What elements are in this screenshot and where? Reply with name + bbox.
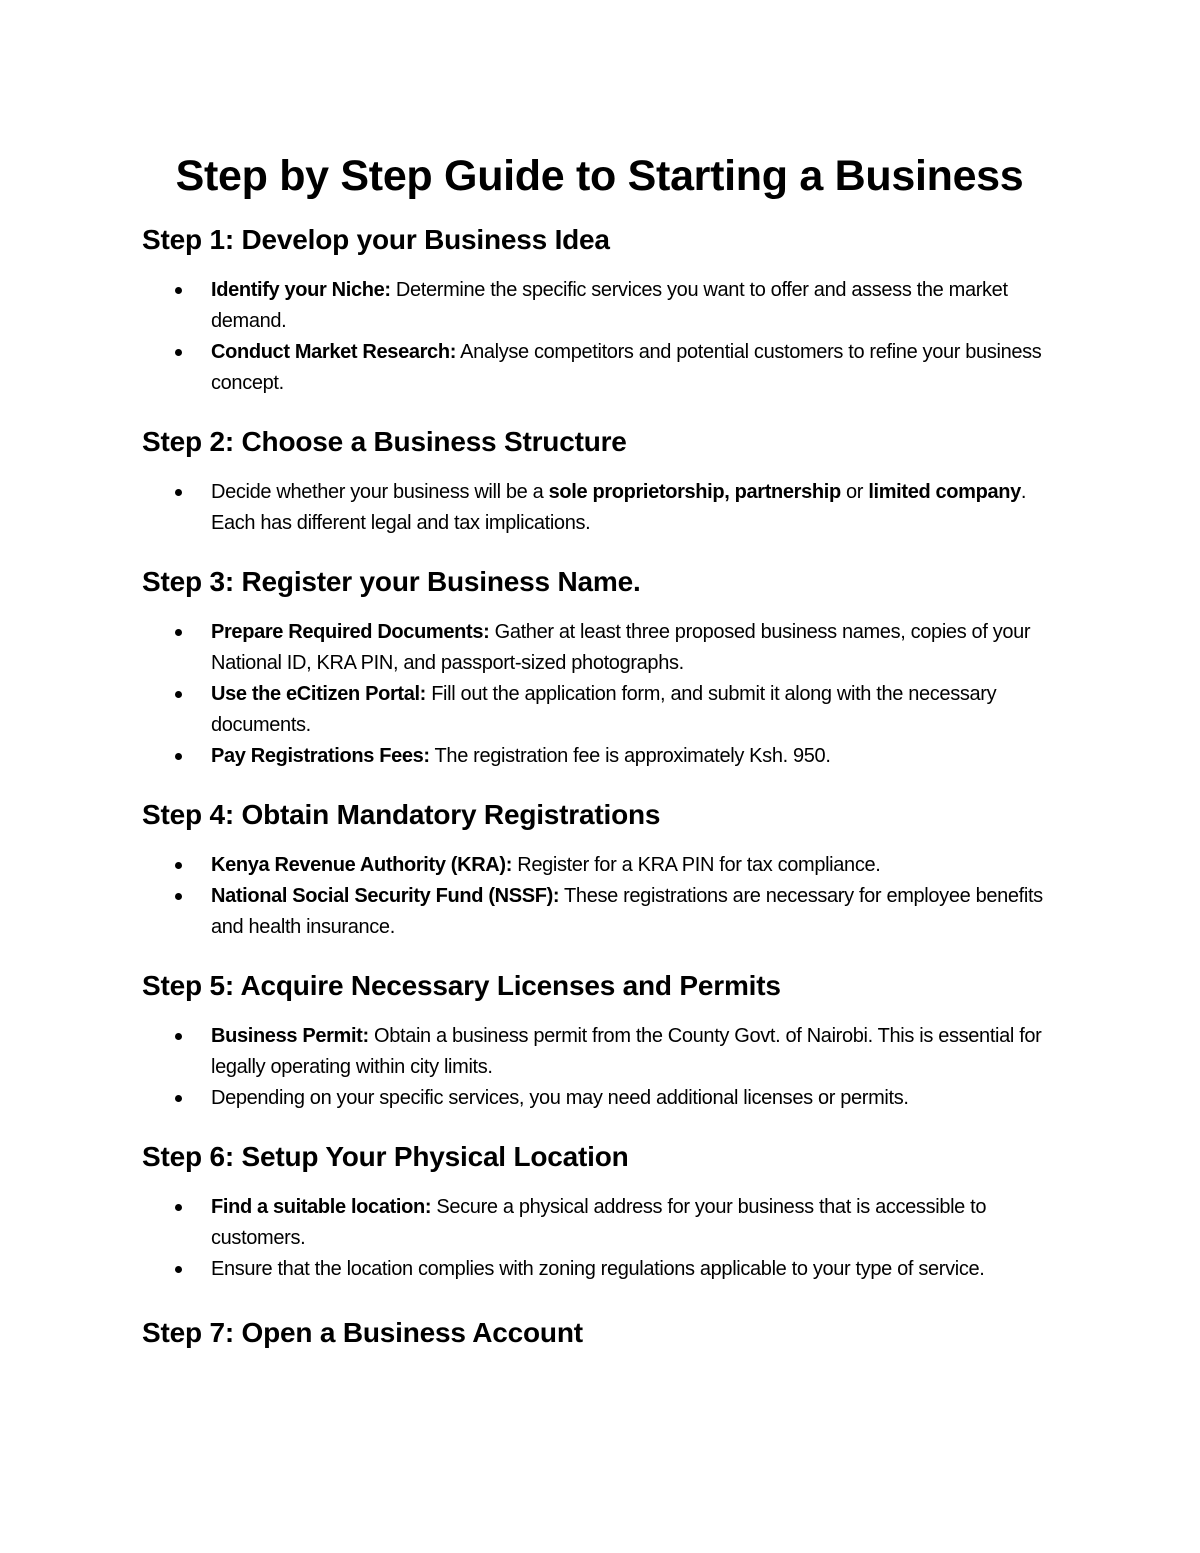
- bullet-text: Analyse competitors and potential customers to refine your business concept.: [211, 341, 1042, 394]
- bullet-text: These registrations are necessary for employee benefits and health insurance.: [211, 885, 1043, 938]
- bullet-icon: [175, 489, 182, 496]
- bullet-item: [142, 275, 1072, 337]
- bullet-term: Use the eCitizen Portal:: [211, 683, 426, 705]
- bullet-text: Obtain a business permit from the County Govt. of Nairobi. This is essential for legally operating within city limits.: [211, 1025, 1042, 1078]
- bullet-text: Secure a physical address for your business that is accessible to customers.: [211, 1196, 987, 1249]
- bullet-item: [142, 850, 1072, 881]
- bullet-list: [142, 477, 1072, 539]
- bullet-term: National Social Security Fund (NSSF):: [211, 885, 560, 907]
- step-section: [142, 969, 1072, 1114]
- bullet-icon: [175, 1033, 182, 1040]
- step-heading: Step 5: Acquire Necessary Licenses and Permits: [142, 970, 781, 1001]
- bullet-item: [142, 741, 1072, 772]
- bullet-text: Gather at least three proposed business names, copies of your National ID, KRA PIN, and passport-sized photographs.: [211, 621, 1031, 674]
- bullet-term: Business Permit:: [211, 1025, 369, 1047]
- bullet-icon: [175, 629, 182, 636]
- bullet-list: [142, 275, 1072, 399]
- bullet-list: [142, 1192, 1072, 1285]
- bullet-icon: [175, 691, 182, 698]
- bullet-term: limited company: [868, 481, 1021, 503]
- step-section: [142, 1140, 1072, 1285]
- bullet-text: . Each has different legal and tax implications.: [211, 481, 1027, 534]
- step-heading: Step 1: Develop your Business Idea: [142, 224, 610, 255]
- step-section: [142, 798, 1072, 943]
- bullet-term: Find a suitable location:: [211, 1196, 432, 1218]
- bullet-icon: [175, 349, 182, 356]
- bullet-text: or: [840, 481, 869, 503]
- bullet-icon: [175, 862, 182, 869]
- step-heading: Step 4: Obtain Mandatory Registrations: [142, 799, 661, 830]
- bullet-term: Identify your Niche:: [211, 279, 391, 301]
- bullet-term: Conduct Market Research:: [211, 341, 456, 363]
- bullet-text: Ensure that the location complies with zoning regulations applicable to your type of service.: [211, 1258, 985, 1280]
- bullet-item: [142, 477, 1072, 539]
- bullet-icon: [175, 1095, 182, 1102]
- bullet-text: Fill out the application form, and submit it along with the necessary documents.: [211, 683, 997, 736]
- step-heading: Step 3: Register your Business Name.: [142, 566, 641, 597]
- bullet-icon: [175, 893, 182, 900]
- bullet-term: sole proprietorship, partnership: [548, 481, 841, 503]
- bullet-item: [142, 617, 1072, 679]
- bullet-list: [142, 617, 1072, 772]
- document-title: Step by Step Guide to Starting a Business: [175, 152, 1024, 200]
- bullet-item: [142, 1021, 1072, 1083]
- bullet-list: [142, 1021, 1072, 1114]
- step-heading: Step 6: Setup Your Physical Location: [142, 1141, 629, 1172]
- bullet-icon: [175, 1204, 182, 1211]
- step-heading: Step 7: Open a Business Account: [142, 1317, 583, 1348]
- bullet-icon: [175, 753, 182, 760]
- bullet-text: Decide whether your business will be a: [211, 481, 549, 503]
- bullet-item: [142, 1254, 1072, 1285]
- bullet-text: The registration fee is approximately Ksh. 950.: [429, 745, 831, 767]
- bullet-term: Pay Registrations Fees:: [211, 745, 430, 767]
- bullet-text: Depending on your specific services, you may need additional licenses or permits.: [211, 1087, 909, 1109]
- bullet-text: Register for a KRA PIN for tax compliance.: [512, 854, 881, 876]
- bullet-item: [142, 1192, 1072, 1254]
- bullet-list: [142, 850, 1072, 943]
- steps-container: [142, 223, 1072, 1350]
- bullet-icon: [175, 1266, 182, 1273]
- bullet-text: Determine the specific services you want to offer and assess the market demand.: [211, 279, 1008, 332]
- document-page: [142, 150, 1072, 1350]
- bullet-term: Kenya Revenue Authority (KRA):: [211, 854, 513, 876]
- step-section: [142, 565, 1072, 772]
- bullet-item: [142, 679, 1072, 741]
- bullet-item: [142, 881, 1072, 943]
- bullet-item: [142, 1083, 1072, 1114]
- bullet-item: [142, 337, 1072, 399]
- step-section: [142, 223, 1072, 399]
- step-section: [142, 1316, 1072, 1350]
- bullet-icon: [175, 287, 182, 294]
- bullet-term: Prepare Required Documents:: [211, 621, 490, 643]
- step-heading: Step 2: Choose a Business Structure: [142, 426, 627, 457]
- step-section: [142, 425, 1072, 539]
